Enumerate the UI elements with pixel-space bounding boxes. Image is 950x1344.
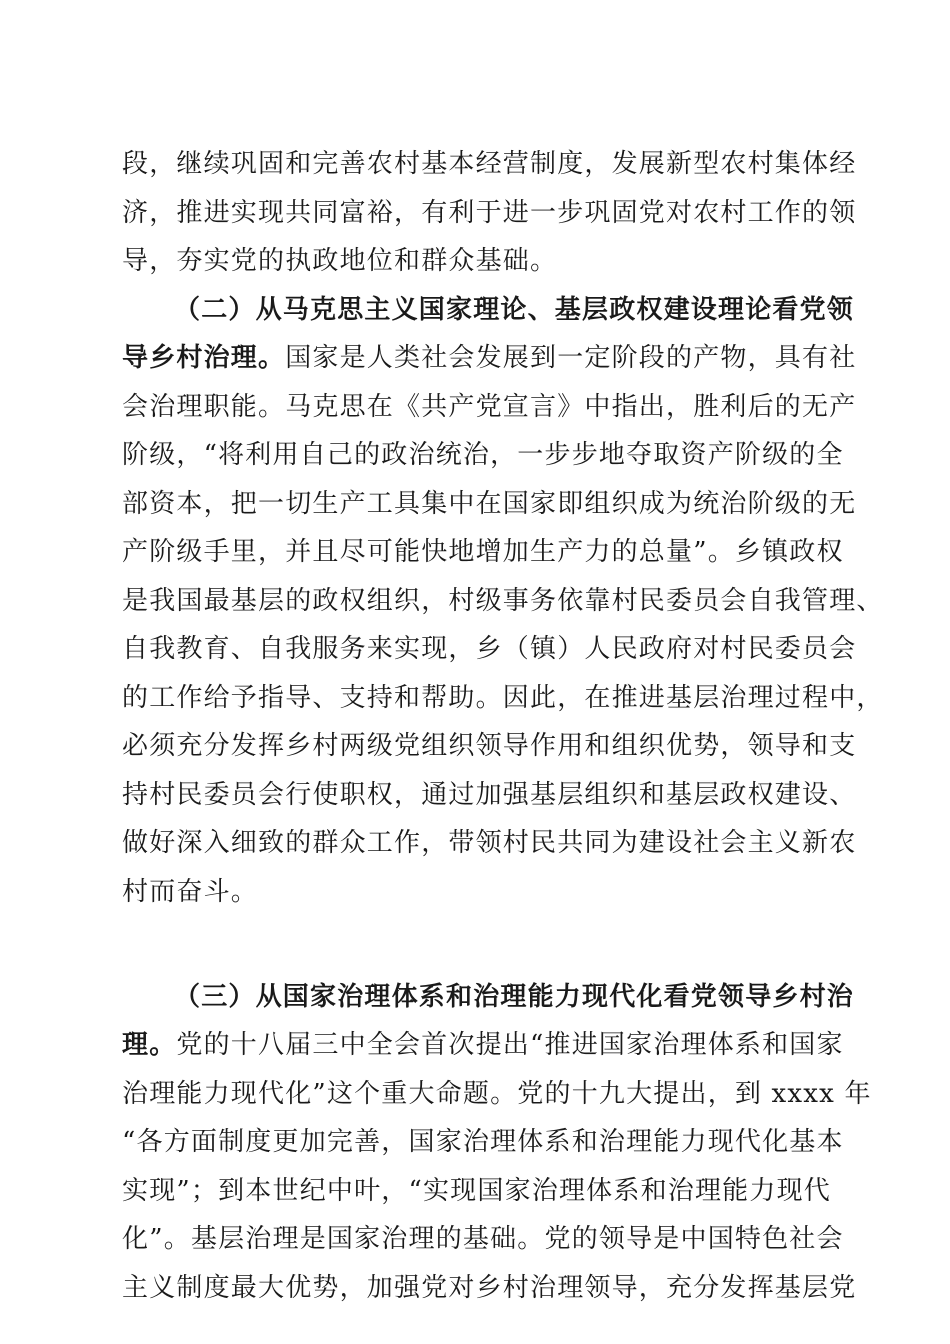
text-line: 村而奋斗。 — [122, 876, 259, 907]
text-line-rest: 国家是人类社会发展到一定阶段的产物，具有社 — [285, 343, 857, 373]
text-line: “各方面制度更加完善，国家治理体系和治理能力现代化基本 — [122, 1127, 844, 1157]
paragraph-2 — [122, 286, 884, 965]
text-line: 产阶级手里，并且尽可能快地增加生产力的总量”。乡镇政权 — [122, 537, 844, 567]
paragraph-spacer — [122, 965, 842, 973]
text-line: 是我国最基层的政权组织，村级事务依靠村民委员会自我管理、 — [122, 585, 884, 616]
text-line: 化”。基层治理是国家治理的基础。党的领导是中国特色社会 — [122, 1224, 844, 1254]
text-line: 做好深入细致的群众工作，带领村民共同为建设社会主义新农 — [122, 828, 857, 858]
text-line: 段，继续巩固和完善农村基本经营制度，发展新型农村集体经 — [122, 149, 857, 179]
section-heading-2-end: 导乡村治理。 — [122, 343, 286, 373]
text-line: 的工作给予指导、支持和帮助。因此，在推进基层治理过程中， — [122, 682, 884, 713]
text-line: 主义制度最大优势，加强党对乡村治理领导，充分发挥基层党 — [122, 1272, 857, 1303]
text-line: 实现”；到本世纪中叶，“实现国家治理体系和治理能力现代 — [122, 1175, 831, 1206]
text-line: 会治理职能。马克思在《共产党宣言》中指出，胜利后的无产 — [122, 391, 857, 422]
text-line: 治理能力现代化”这个重大命题。党的十九大提出，到 xxxx 年 — [122, 1078, 872, 1109]
text-line: 济，推进实现共同富裕，有利于进一步巩固党对农村工作的领 — [122, 197, 857, 228]
text-line: 阶级，“将利用自己的政治统治，一步步地夺取资产阶级的全 — [122, 440, 844, 470]
text-line: 持村民委员会行使职权，通过加强基层组织和基层政权建设、 — [122, 779, 857, 810]
document-body — [122, 140, 884, 1312]
text-line: 部资本，把一切生产工具集中在国家即组织成为统治阶级的无 — [122, 488, 857, 519]
paragraph-3 — [122, 973, 872, 1313]
text-line: 自我教育、自我服务来实现，乡（镇）人民政府对村民委员会 — [122, 634, 857, 664]
text-line: 必须充分发挥乡村两级党组织领导作用和组织优势，领导和支 — [122, 731, 857, 761]
section-heading-3: （三）从国家治理体系和治理能力现代化看党领导乡村治 — [174, 981, 855, 1012]
text-line: 导，夯实党的执政地位和群众基础。 — [122, 246, 558, 276]
section-heading-2: （二）从马克思主义国家理论、基层政权建设理论看党领 — [174, 294, 855, 325]
paragraph-1 — [122, 140, 857, 286]
text-line — [122, 916, 842, 965]
text-line — [122, 1021, 842, 1070]
text-line — [122, 334, 857, 383]
section-heading-3-end: 理。 — [122, 1030, 177, 1060]
text-line-rest: 党的十八届三中全会首次提出“推进国家治理体系和国家 — [176, 1030, 844, 1060]
